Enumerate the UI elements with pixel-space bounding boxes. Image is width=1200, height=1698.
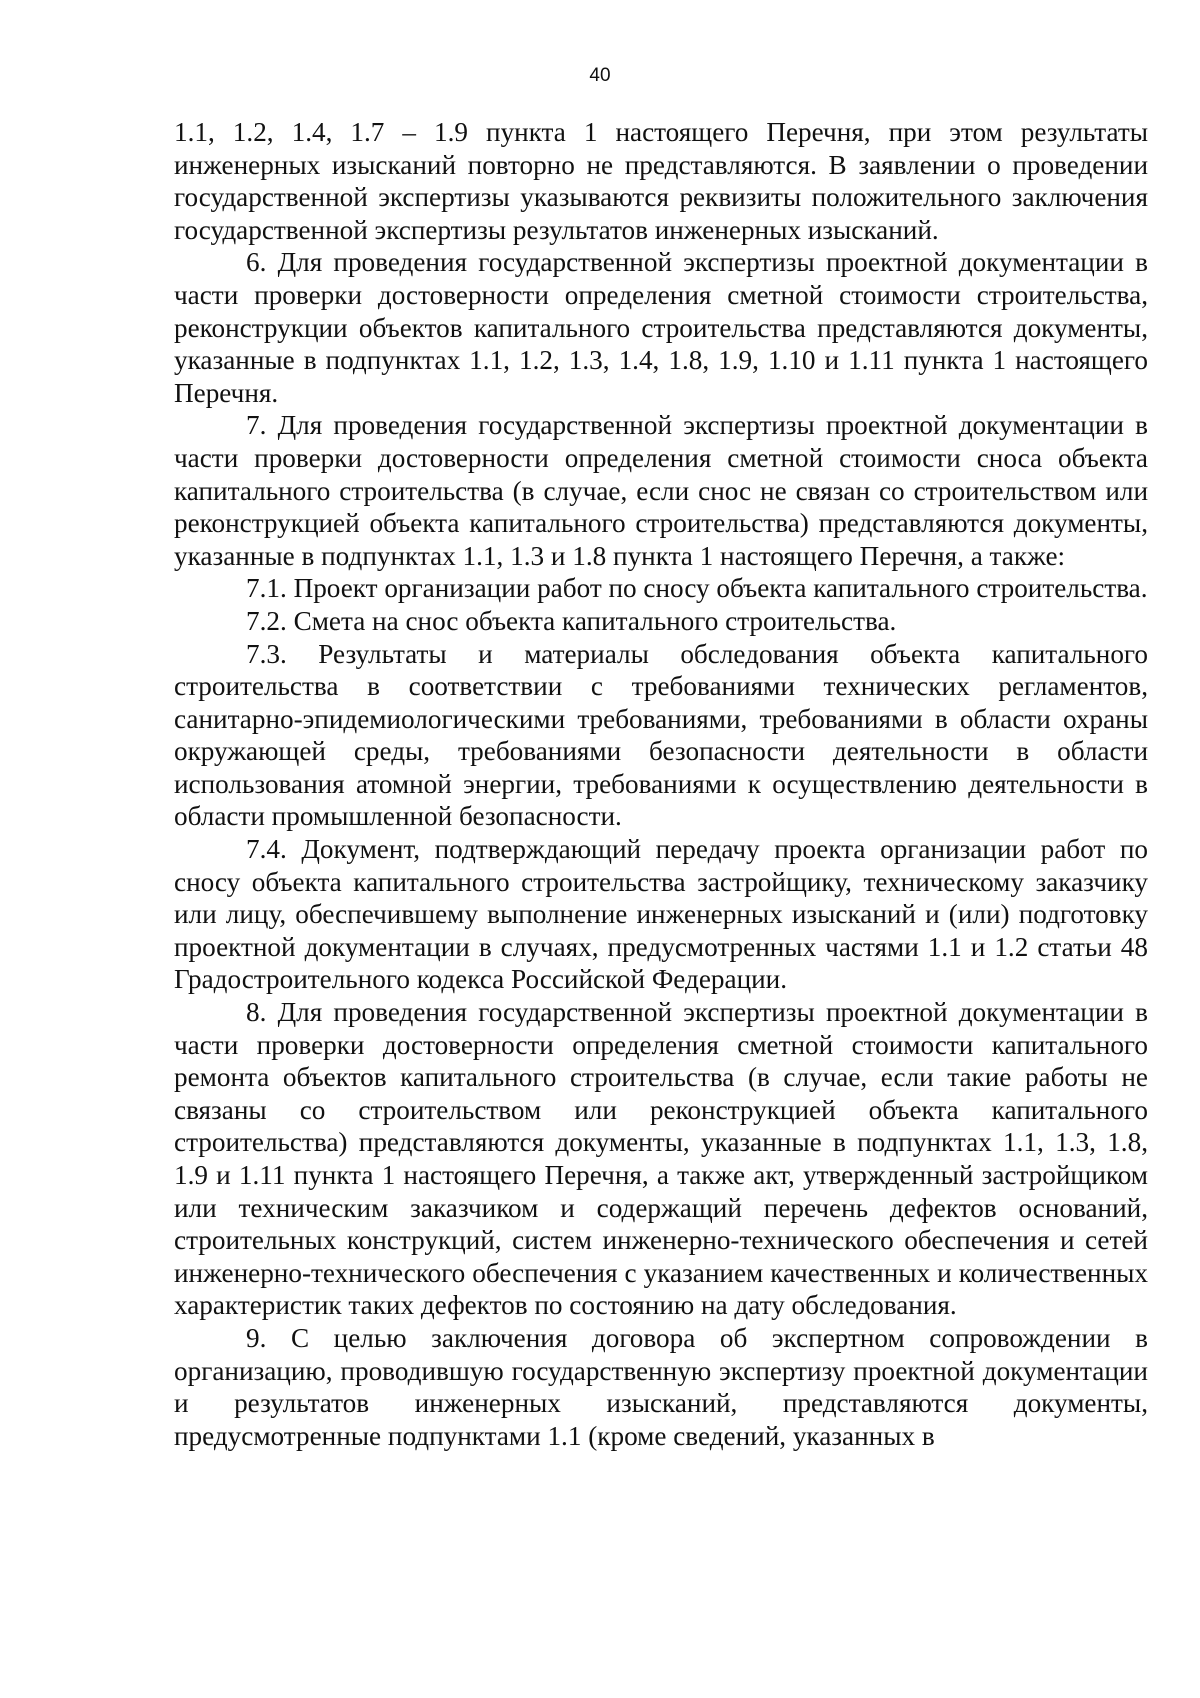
document-body [174,116,1148,1452]
paragraph-item-7-4: 7.4. Документ, подтверждающий передачу проекта организации работ по сносу объекта капитального строительства застройщику, техническому заказчику или лицу, обеспечившему выполнение инженерных изысканий и (или) подготовку проектной документации в случаях, предусмотренных частями 1.1 и 1.2 статьи 48 Градостроительного кодекса Российской Федерации. [174,834,1148,995]
page-number: 40 [589,65,611,86]
paragraph-item-9: 9. С целью заключения договора об экспертном сопровождении в организацию, проводившую государственную экспертизу проектной документации и результатов инженерных изысканий, представляются документы, предусмотренные подпунктами 1.1 (кроме сведений, указанных в [174,1322,1148,1451]
paragraph-item-7-2: 7.2. Смета на снос объекта капитального строительства. [246,605,897,636]
paragraph-item-7-1: 7.1. Проект организации работ по сносу объекта капитального строительства. [246,573,1148,604]
paragraph-item-7: 7. Для проведения государственной экспертизы проектной документации в части проверки достоверности определения сметной стоимости сноса объекта капитального строительства (в случае, если снос не связан со строительством или реконструкцией объекта капитального строительства) представляются документы, указанные в подпунктах 1.1, 1.3 и 1.8 пункта 1 настоящего Перечня, а также: [174,410,1148,571]
paragraph-item-6: 6. Для проведения государственной экспертизы проектной документации в части проверки достоверности определения сметной стоимости строительства, реконструкции объектов капитального строительства представляются документы, указанные в подпунктах 1.1, 1.2, 1.3, 1.4, 1.8, 1.9, 1.10 и 1.11 пункта 1 настоящего Перечня. [174,247,1148,408]
paragraph-continuation: 1.1, 1.2, 1.4, 1.7 – 1.9 пункта 1 настоящего Перечня, при этом результаты инженерных изысканий повторно не представляются. В заявлении о проведении государственной экспертизы указываются реквизиты положительного заключения государственной экспертизы результатов инженерных изысканий. [174,117,1148,245]
paragraph-item-7-3: 7.3. Результаты и материалы обследования объекта капитального строительства в соответствии с требованиями технических регламентов, санитарно-эпидемиологическими требованиями, требованиями в области охраны окружающей среды, требованиями безопасности деятельности в области использования атомной энергии, требованиями к осуществлению деятельности в области промышленной безопасности. [174,638,1148,832]
paragraph-item-8: 8. Для проведения государственной экспертизы проектной документации в части проверки достоверности определения сметной стоимости капитального ремонта объектов капитального строительства (в случае, если такие работы не связаны со строительством или реконструкцией объекта капитального строительства) представляются документы, указанные в подпунктах 1.1, 1.3, 1.8, 1.9 и 1.11 пункта 1 настоящего Перечня, а также акт, утвержденный застройщиком или техническим заказчиком и содержащий перечень дефектов оснований, строительных конструкций, систем инженерно-технического обеспечения и сетей инженерно-технического обеспечения с указанием качественных и количественных характеристик таких дефектов по состоянию на дату обследования. [174,997,1148,1321]
